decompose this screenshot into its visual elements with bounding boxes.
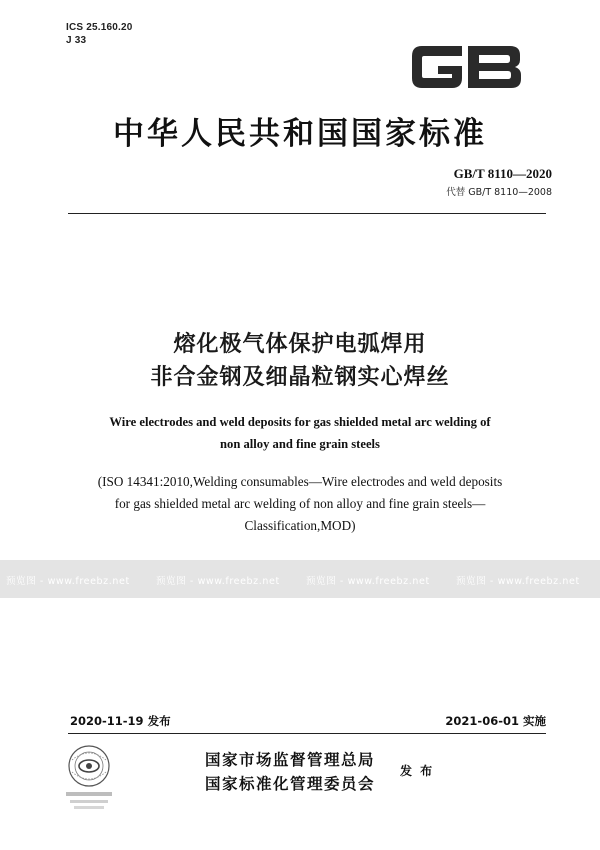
issue-date: 2020-11-19 发布 — [70, 714, 171, 728]
iso-reference-line1: (ISO 14341:2010,Welding consumables—Wire electrodes and weld deposits — [97, 474, 503, 489]
watermark-text: 预览图 - www.freebz.net — [6, 576, 130, 587]
watermark-text: 预览图 - www.freebz.net — [456, 576, 580, 587]
watermark-text: 预览图 - www.freebz.net — [156, 576, 280, 587]
publish-label: 发 布 — [400, 764, 435, 778]
standard-number: GB/T 8110—2020 — [453, 166, 552, 181]
en-title-line1: Wire electrodes and weld deposits for gas shielded metal arc welding of — [109, 415, 491, 429]
cn-title-line2: 非合金钢及细晶粒钢实心焊丝 — [150, 365, 450, 390]
standard-title: 中华人民共和国国家标准 — [113, 116, 487, 152]
ccs-code: J 33 — [66, 35, 87, 46]
gb-logo-text: GB — [408, 38, 410, 39]
iso-reference-line3: Classification,MOD) — [244, 518, 356, 533]
iso-reference-line2: for gas shielded metal arc welding of non alloy and fine grain steels— — [114, 496, 486, 511]
replaces-note: 代替 GB/T 8110—2008 — [446, 187, 552, 198]
gb-logo-icon — [408, 38, 526, 96]
implementation-date: 2021-06-01 实施 — [445, 714, 546, 728]
top-divider — [68, 213, 546, 214]
issuer-sac: 国家标准化管理委员会 — [205, 775, 376, 793]
cn-title-line1: 熔化极气体保护电弧焊用 — [173, 332, 427, 357]
bottom-divider — [68, 733, 546, 734]
issuer-samr: 国家市场监督管理总局 — [205, 751, 376, 769]
ics-code: ICS 25.160.20 — [66, 22, 133, 33]
en-title-line2: non alloy and fine grain steels — [220, 437, 380, 451]
standards-press-seal-icon — [60, 742, 118, 812]
watermark-text: 预览图 - www.freebz.net — [306, 576, 430, 587]
